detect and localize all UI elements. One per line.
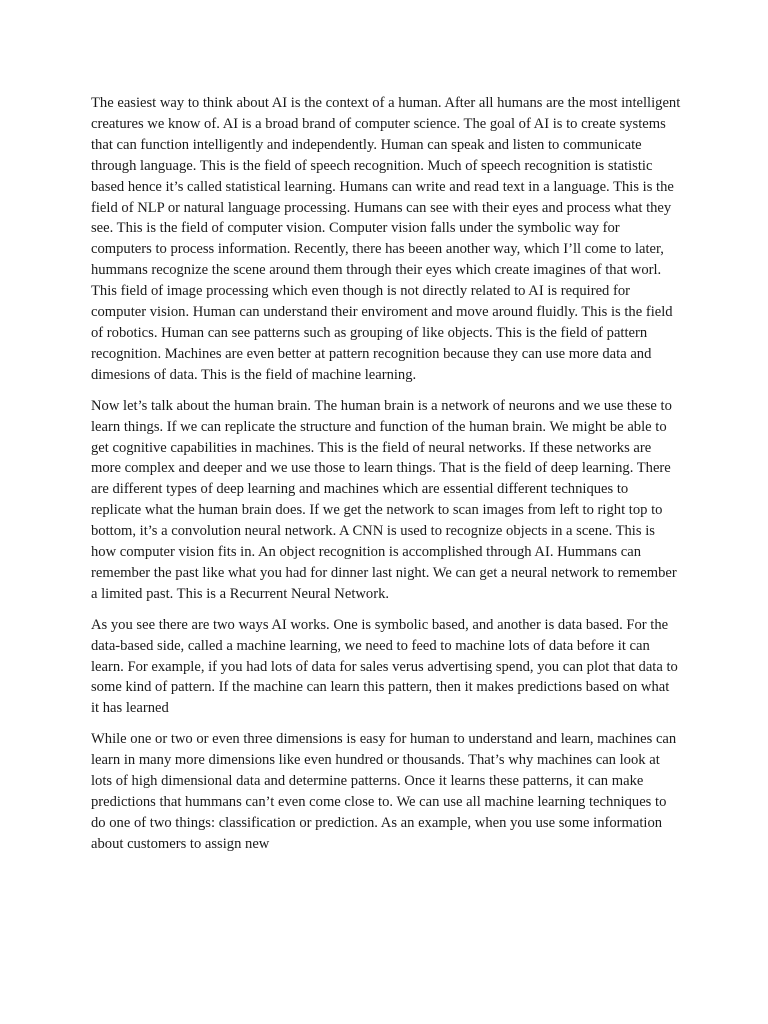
paragraph-4: While one or two or even three dimensions is easy for human to understand and learn, machines can learn in many more dimensions like even hundred or thousands. That’s why machines can look at lots of high dimensional data and determine patterns. Once it learns these patterns, it can make predictions that hummans can’t even come close to. We can use all machine learning techniques to do one of two things: classification or prediction. As an example, when you use some information about customers to assign new <box>91 731 677 852</box>
paragraph-3: As you see there are two ways AI works. One is symbolic based, and another is data based. For the data-based side, called a machine learning, we need to feed to machine lots of data before it can learn. For example, if you had lots of data for sales verus advertising spend, you can plot that data to some kind of pattern. If the machine can learn this pattern, then it makes predictions based on what it has learned <box>91 616 678 717</box>
document-body <box>91 93 681 865</box>
paragraph-2: Now let’s talk about the human brain. The human brain is a network of neurons and we use these to learn things. If we can replicate the structure and function of the human brain. We might be able to get cognitive capabilities in machines. This is the field of neural networks. If these networks are more complex and deeper and we use those to learn things. That is the field of deep learning. There are different types of deep learning and machines which are essential different techniques to replicate what the human brain does. If we get the network to scan images from left to right top to bottom, it’s a convolution neural network. A CNN is used to recognize objects in a scene. This is how computer vision fits in. An object recognition is accomplished through AI. Hummans can remember the past like what you had for dinner last night. We can get a neural network to remember a limited past. This is a Recurrent Neural Network. <box>91 397 677 602</box>
paragraph-1: The easiest way to think about AI is the context of a human. After all humans are the most intelligent creatures we know of. AI is a broad brand of computer science. The goal of AI is to create systems that can function intelligently and independently. Human can speak and listen to communicate through language. This is the field of speech recognition. Much of speech recognition is statistic based hence it’s called statistical learning. Humans can write and read text in a language. This is the field of NLP or natural language processing. Humans can see with their eyes and process what they see. This is the field of computer vision. Computer vision falls under the symbolic way for computers to process information. Recently, there has beeen another way, which I’ll come to later, hummans recognize the scene around them through their eyes which create imagines of that worl. This field of image processing which even though is not directly related to AI is required for computer vision. Human can understand their enviroment and move around fluidly. This is the field of robotics. Human can see patterns such as grouping of like objects. This is the field of pattern recognition. Machines are even better at pattern recognition because they can use more data and dimesions of data. This is the field of machine learning. <box>91 95 681 383</box>
